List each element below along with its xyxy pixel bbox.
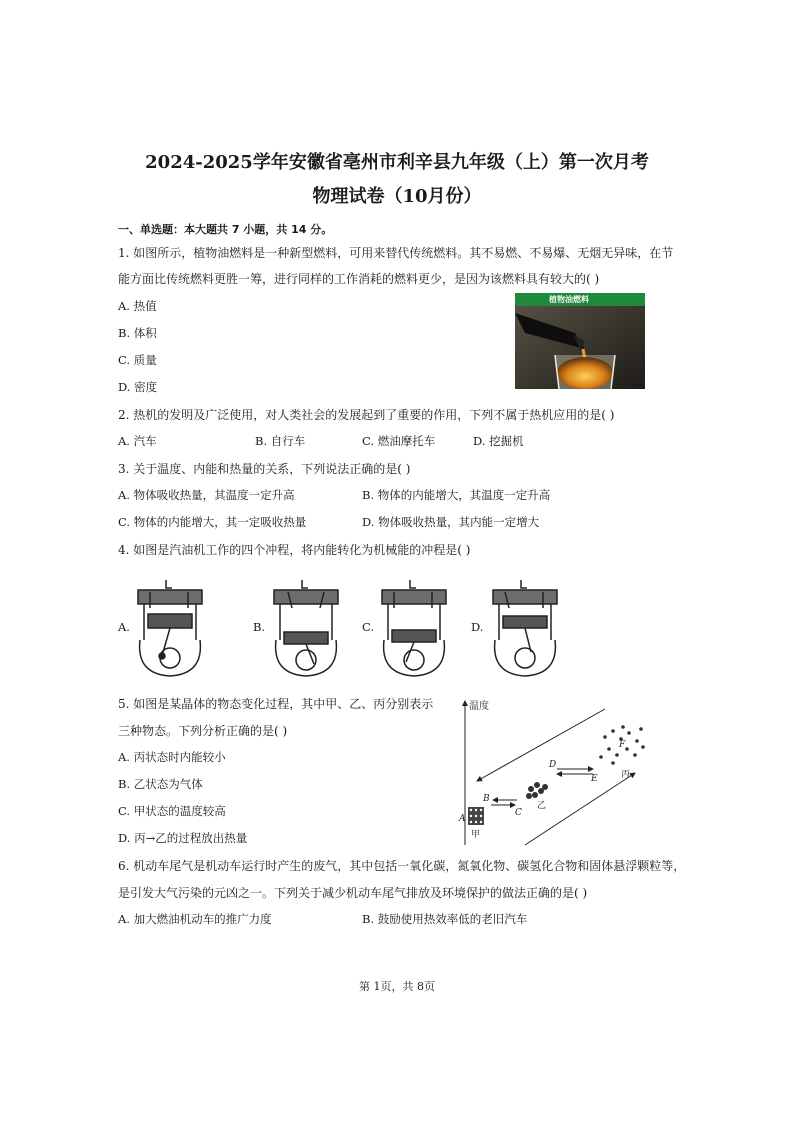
question-6-line-1: 6. 机动车尾气是机动车运行时产生的废气，其中包括一氧化碳，氮氧化物、碳氢化合物和固体悬浮颗粒等， — [118, 859, 686, 873]
q1-option-a[interactable]: A. 热值 — [118, 299, 157, 313]
q3-option-b[interactable]: B. 物体的内能增大，其温度一定升高 — [362, 488, 551, 502]
engine-diagram-b — [266, 578, 348, 678]
q6-option-a[interactable]: A. 加大燃油机动车的推广力度 — [118, 912, 272, 926]
q1-option-d[interactable]: D. 密度 — [118, 380, 158, 394]
engine-diagram-d — [485, 578, 567, 678]
page-footer: 第 1页，共 8页 — [359, 980, 435, 993]
q2-option-b[interactable]: B. 自行车 — [255, 434, 306, 448]
question-6-line-2: 是引发大气污染的元凶之一。下列关于减少机动车尾气排放及环境保护的做法正确的是( ) — [118, 886, 588, 900]
q2-option-a[interactable]: A. 汽车 — [118, 434, 157, 448]
diagram-axis-label: 温度 — [469, 701, 489, 712]
q4-option-d[interactable]: D. — [471, 620, 484, 634]
q3-option-c[interactable]: C. 物体的内能增大，其一定吸收热量 — [118, 515, 307, 529]
point-c-label: C — [515, 808, 522, 818]
point-e-label: E — [591, 774, 598, 784]
image-banner-label: 植物油燃料 — [515, 293, 645, 306]
question-1-line-1: 1. 如图所示，植物油燃料是一种新型燃料，可用来替代传统燃料。其不易燃、不易爆、无烟无异味，在节 — [118, 246, 674, 260]
exam-title: 2024-2025学年安徽省亳州市利辛县九年级（上）第一次月考 — [145, 152, 649, 173]
q3-option-a[interactable]: A. 物体吸收热量，其温度一定升高 — [118, 488, 295, 502]
question-4: 4. 如图是汽油机工作的四个冲程，将内能转化为机械能的冲程是( ) — [118, 543, 471, 557]
q1-option-b[interactable]: B. 体积 — [118, 326, 157, 340]
q6-option-b[interactable]: B. 鼓励使用热效率低的老旧汽车 — [362, 912, 528, 926]
q5-option-b[interactable]: B. 乙状态为气体 — [118, 777, 203, 791]
point-b-label: B — [483, 794, 490, 804]
state-yi-label: 乙 — [537, 801, 547, 811]
plant-oil-fuel-photo — [515, 293, 645, 389]
q2-option-d[interactable]: D. 挖掘机 — [473, 434, 524, 448]
question-5-line-1: 5. 如图是某晶体的物态变化过程，其中甲、乙、丙分别表示 — [118, 697, 434, 711]
engine-diagram-c — [374, 578, 456, 678]
question-1-line-2: 能方面比传统燃料更胜一筹，进行同样的工作消耗的燃料更少，是因为该燃料具有较大的( ) — [118, 272, 600, 286]
question-5-line-2: 三种物态。下列分析正确的是( ) — [118, 724, 288, 738]
point-d-label: D — [549, 760, 557, 770]
q4-option-b[interactable]: B. — [253, 620, 266, 634]
point-f-label: F — [619, 740, 626, 750]
q5-option-c[interactable]: C. 甲状态的温度较高 — [118, 804, 226, 818]
question-2: 2. 热机的发明及广泛使用，对人类社会的发展起到了重要的作用，下列不属于热机应用的是( ) — [118, 408, 615, 422]
q5-option-a[interactable]: A. 丙状态时内能较小 — [118, 750, 226, 764]
q2-option-c[interactable]: C. 燃油摩托车 — [362, 434, 436, 448]
state-jia-label: 甲 — [471, 830, 481, 840]
point-a-label: A — [459, 814, 466, 824]
phase-change-diagram — [455, 697, 655, 847]
q1-option-c[interactable]: C. 质量 — [118, 353, 157, 367]
q4-option-c[interactable]: C. — [362, 620, 375, 634]
q4-option-a[interactable]: A. — [118, 620, 130, 634]
exam-subtitle: 物理试卷（10月份） — [312, 186, 482, 207]
engine-diagram-a — [130, 578, 212, 678]
question-3: 3. 关于温度、内能和热量的关系，下列说法正确的是( ) — [118, 462, 411, 476]
section-heading: 一、单选题：本大题共 7 小题，共 14 分。 — [118, 223, 333, 236]
q5-option-d[interactable]: D. 丙→乙的过程放出热量 — [118, 831, 248, 845]
state-bing-label: 丙 — [621, 770, 631, 780]
q3-option-d[interactable]: D. 物体吸收热量，其内能一定增大 — [362, 515, 540, 529]
